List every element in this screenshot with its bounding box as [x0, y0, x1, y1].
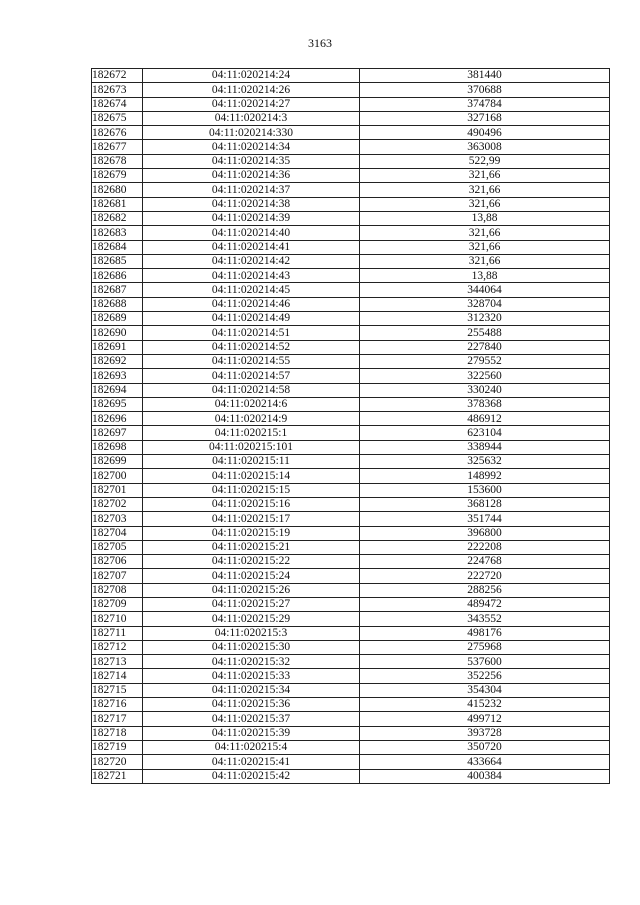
- cadastral-number-cell: 04:11:020215:16: [143, 497, 360, 511]
- value-cell: 227840: [360, 340, 610, 354]
- table-row: [92, 755, 610, 769]
- cadastral-number-cell: 04:11:020215:29: [143, 612, 360, 626]
- value-cell: 153600: [360, 483, 610, 497]
- table-row: [92, 211, 610, 225]
- row-number-cell: 182721: [92, 769, 143, 783]
- row-number-cell: 182715: [92, 683, 143, 697]
- value-cell: 328704: [360, 297, 610, 311]
- cadastral-number-cell: 04:11:020215:17: [143, 512, 360, 526]
- table-row: [92, 740, 610, 754]
- cadastral-number-cell: 04:11:020215:36: [143, 698, 360, 712]
- table-row: [92, 683, 610, 697]
- value-cell: 522,99: [360, 154, 610, 168]
- table-row: [92, 97, 610, 111]
- value-cell: 396800: [360, 526, 610, 540]
- table-row: [92, 769, 610, 783]
- cadastral-number-cell: 04:11:020214:38: [143, 197, 360, 211]
- value-cell: 343552: [360, 612, 610, 626]
- value-cell: 224768: [360, 555, 610, 569]
- records-table-body: [92, 69, 610, 784]
- row-number-cell: 182685: [92, 254, 143, 268]
- cadastral-number-cell: 04:11:020214:36: [143, 169, 360, 183]
- cadastral-number-cell: 04:11:020214:37: [143, 183, 360, 197]
- row-number-cell: 182677: [92, 140, 143, 154]
- row-number-cell: 182718: [92, 726, 143, 740]
- table-row: [92, 197, 610, 211]
- row-number-cell: 182713: [92, 655, 143, 669]
- table-row: [92, 140, 610, 154]
- table-row: [92, 669, 610, 683]
- cadastral-number-cell: 04:11:020214:55: [143, 354, 360, 368]
- value-cell: 368128: [360, 497, 610, 511]
- table-row: [92, 240, 610, 254]
- value-cell: 321,66: [360, 254, 610, 268]
- cadastral-number-cell: 04:11:020214:6: [143, 397, 360, 411]
- row-number-cell: 182676: [92, 126, 143, 140]
- row-number-cell: 182683: [92, 226, 143, 240]
- row-number-cell: 182684: [92, 240, 143, 254]
- cadastral-number-cell: 04:11:020215:37: [143, 712, 360, 726]
- table-row: [92, 626, 610, 640]
- row-number-cell: 182680: [92, 183, 143, 197]
- row-number-cell: 182699: [92, 455, 143, 469]
- table-row: [92, 383, 610, 397]
- row-number-cell: 182720: [92, 755, 143, 769]
- value-cell: 486912: [360, 412, 610, 426]
- cadastral-number-cell: 04:11:020215:32: [143, 655, 360, 669]
- table-row: [92, 412, 610, 426]
- row-number-cell: 182686: [92, 269, 143, 283]
- cadastral-number-cell: 04:11:020215:22: [143, 555, 360, 569]
- table-row: [92, 440, 610, 454]
- cadastral-number-cell: 04:11:020214:330: [143, 126, 360, 140]
- value-cell: 321,66: [360, 183, 610, 197]
- cadastral-number-cell: 04:11:020215:4: [143, 740, 360, 754]
- value-cell: 370688: [360, 83, 610, 97]
- row-number-cell: 182691: [92, 340, 143, 354]
- table-row: [92, 483, 610, 497]
- value-cell: 338944: [360, 440, 610, 454]
- cadastral-number-cell: 04:11:020215:101: [143, 440, 360, 454]
- table-row: [92, 555, 610, 569]
- value-cell: 498176: [360, 626, 610, 640]
- table-row: [92, 169, 610, 183]
- table-row: [92, 283, 610, 297]
- row-number-cell: 182697: [92, 426, 143, 440]
- cadastral-number-cell: 04:11:020215:15: [143, 483, 360, 497]
- table-row: [92, 469, 610, 483]
- row-number-cell: 182674: [92, 97, 143, 111]
- row-number-cell: 182712: [92, 640, 143, 654]
- cadastral-number-cell: 04:11:020214:39: [143, 211, 360, 225]
- table-row: [92, 111, 610, 125]
- row-number-cell: 182693: [92, 369, 143, 383]
- cadastral-number-cell: 04:11:020214:9: [143, 412, 360, 426]
- row-number-cell: 182716: [92, 698, 143, 712]
- row-number-cell: 182711: [92, 626, 143, 640]
- table-row: [92, 612, 610, 626]
- table-row: [92, 254, 610, 268]
- row-number-cell: 182675: [92, 111, 143, 125]
- cadastral-number-cell: 04:11:020214:26: [143, 83, 360, 97]
- cadastral-number-cell: 04:11:020215:39: [143, 726, 360, 740]
- row-number-cell: 182701: [92, 483, 143, 497]
- row-number-cell: 182702: [92, 497, 143, 511]
- value-cell: 433664: [360, 755, 610, 769]
- cadastral-number-cell: 04:11:020215:11: [143, 455, 360, 469]
- table-row: [92, 126, 610, 140]
- cadastral-number-cell: 04:11:020215:30: [143, 640, 360, 654]
- table-row: [92, 269, 610, 283]
- cadastral-number-cell: 04:11:020214:58: [143, 383, 360, 397]
- value-cell: 321,66: [360, 240, 610, 254]
- value-cell: 354304: [360, 683, 610, 697]
- value-cell: 344064: [360, 283, 610, 297]
- value-cell: 350720: [360, 740, 610, 754]
- row-number-cell: 182672: [92, 69, 143, 83]
- row-number-cell: 182709: [92, 597, 143, 611]
- value-cell: 312320: [360, 312, 610, 326]
- cadastral-number-cell: 04:11:020215:3: [143, 626, 360, 640]
- value-cell: 13,88: [360, 269, 610, 283]
- cadastral-number-cell: 04:11:020214:46: [143, 297, 360, 311]
- value-cell: 321,66: [360, 169, 610, 183]
- page-number: 3163: [308, 36, 332, 50]
- cadastral-number-cell: 04:11:020215:21: [143, 540, 360, 554]
- value-cell: 321,66: [360, 197, 610, 211]
- table-row: [92, 726, 610, 740]
- value-cell: 537600: [360, 655, 610, 669]
- value-cell: 351744: [360, 512, 610, 526]
- row-number-cell: 182679: [92, 169, 143, 183]
- table-row: [92, 540, 610, 554]
- row-number-cell: 182695: [92, 397, 143, 411]
- table-row: [92, 369, 610, 383]
- row-number-cell: 182681: [92, 197, 143, 211]
- row-number-cell: 182673: [92, 83, 143, 97]
- value-cell: 378368: [360, 397, 610, 411]
- table-row: [92, 497, 610, 511]
- row-number-cell: 182688: [92, 297, 143, 311]
- cadastral-number-cell: 04:11:020215:42: [143, 769, 360, 783]
- value-cell: 400384: [360, 769, 610, 783]
- value-cell: 288256: [360, 583, 610, 597]
- cadastral-number-cell: 04:11:020214:24: [143, 69, 360, 83]
- value-cell: 321,66: [360, 226, 610, 240]
- cadastral-number-cell: 04:11:020214:27: [143, 97, 360, 111]
- table-row: [92, 340, 610, 354]
- value-cell: 381440: [360, 69, 610, 83]
- table-row: [92, 354, 610, 368]
- value-cell: 489472: [360, 597, 610, 611]
- row-number-cell: 182696: [92, 412, 143, 426]
- table-row: [92, 712, 610, 726]
- table-row: [92, 226, 610, 240]
- cadastral-number-cell: 04:11:020214:49: [143, 312, 360, 326]
- records-table: [91, 68, 610, 784]
- cadastral-number-cell: 04:11:020214:43: [143, 269, 360, 283]
- value-cell: 222208: [360, 540, 610, 554]
- value-cell: 490496: [360, 126, 610, 140]
- cadastral-number-cell: 04:11:020214:51: [143, 326, 360, 340]
- row-number-cell: 182692: [92, 354, 143, 368]
- table-row: [92, 69, 610, 83]
- row-number-cell: 182707: [92, 569, 143, 583]
- row-number-cell: 182703: [92, 512, 143, 526]
- row-number-cell: 182717: [92, 712, 143, 726]
- table-row: [92, 655, 610, 669]
- value-cell: 623104: [360, 426, 610, 440]
- value-cell: 325632: [360, 455, 610, 469]
- table-row: [92, 183, 610, 197]
- row-number-cell: 182706: [92, 555, 143, 569]
- value-cell: 222720: [360, 569, 610, 583]
- table-row: [92, 326, 610, 340]
- row-number-cell: 182719: [92, 740, 143, 754]
- table-row: [92, 397, 610, 411]
- cadastral-number-cell: 04:11:020214:57: [143, 369, 360, 383]
- value-cell: 330240: [360, 383, 610, 397]
- table-row: [92, 583, 610, 597]
- value-cell: 415232: [360, 698, 610, 712]
- table-row: [92, 597, 610, 611]
- table-row: [92, 569, 610, 583]
- cadastral-number-cell: 04:11:020215:26: [143, 583, 360, 597]
- cadastral-number-cell: 04:11:020215:27: [143, 597, 360, 611]
- table-row: [92, 426, 610, 440]
- value-cell: 393728: [360, 726, 610, 740]
- row-number-cell: 182710: [92, 612, 143, 626]
- table-row: [92, 640, 610, 654]
- value-cell: 275968: [360, 640, 610, 654]
- value-cell: 148992: [360, 469, 610, 483]
- table-row: [92, 312, 610, 326]
- cadastral-number-cell: 04:11:020215:33: [143, 669, 360, 683]
- row-number-cell: 182700: [92, 469, 143, 483]
- table-row: [92, 455, 610, 469]
- value-cell: 279552: [360, 354, 610, 368]
- row-number-cell: 182694: [92, 383, 143, 397]
- cadastral-number-cell: 04:11:020215:14: [143, 469, 360, 483]
- cadastral-number-cell: 04:11:020215:24: [143, 569, 360, 583]
- value-cell: 499712: [360, 712, 610, 726]
- cadastral-number-cell: 04:11:020214:35: [143, 154, 360, 168]
- cadastral-number-cell: 04:11:020215:19: [143, 526, 360, 540]
- cadastral-number-cell: 04:11:020214:45: [143, 283, 360, 297]
- row-number-cell: 182678: [92, 154, 143, 168]
- cadastral-number-cell: 04:11:020214:42: [143, 254, 360, 268]
- value-cell: 374784: [360, 97, 610, 111]
- value-cell: 13,88: [360, 211, 610, 225]
- row-number-cell: 182687: [92, 283, 143, 297]
- value-cell: 322560: [360, 369, 610, 383]
- table-row: [92, 698, 610, 712]
- row-number-cell: 182689: [92, 312, 143, 326]
- value-cell: 255488: [360, 326, 610, 340]
- row-number-cell: 182698: [92, 440, 143, 454]
- value-cell: 327168: [360, 111, 610, 125]
- cadastral-number-cell: 04:11:020215:1: [143, 426, 360, 440]
- cadastral-number-cell: 04:11:020214:41: [143, 240, 360, 254]
- table-row: [92, 83, 610, 97]
- row-number-cell: 182708: [92, 583, 143, 597]
- value-cell: 363008: [360, 140, 610, 154]
- cadastral-number-cell: 04:11:020214:3: [143, 111, 360, 125]
- table-row: [92, 297, 610, 311]
- cadastral-number-cell: 04:11:020214:34: [143, 140, 360, 154]
- cadastral-number-cell: 04:11:020215:34: [143, 683, 360, 697]
- value-cell: 352256: [360, 669, 610, 683]
- cadastral-number-cell: 04:11:020214:40: [143, 226, 360, 240]
- table-row: [92, 512, 610, 526]
- row-number-cell: 182714: [92, 669, 143, 683]
- table-row: [92, 154, 610, 168]
- cadastral-number-cell: 04:11:020214:52: [143, 340, 360, 354]
- cadastral-number-cell: 04:11:020215:41: [143, 755, 360, 769]
- table-row: [92, 526, 610, 540]
- row-number-cell: 182690: [92, 326, 143, 340]
- row-number-cell: 182682: [92, 211, 143, 225]
- row-number-cell: 182705: [92, 540, 143, 554]
- row-number-cell: 182704: [92, 526, 143, 540]
